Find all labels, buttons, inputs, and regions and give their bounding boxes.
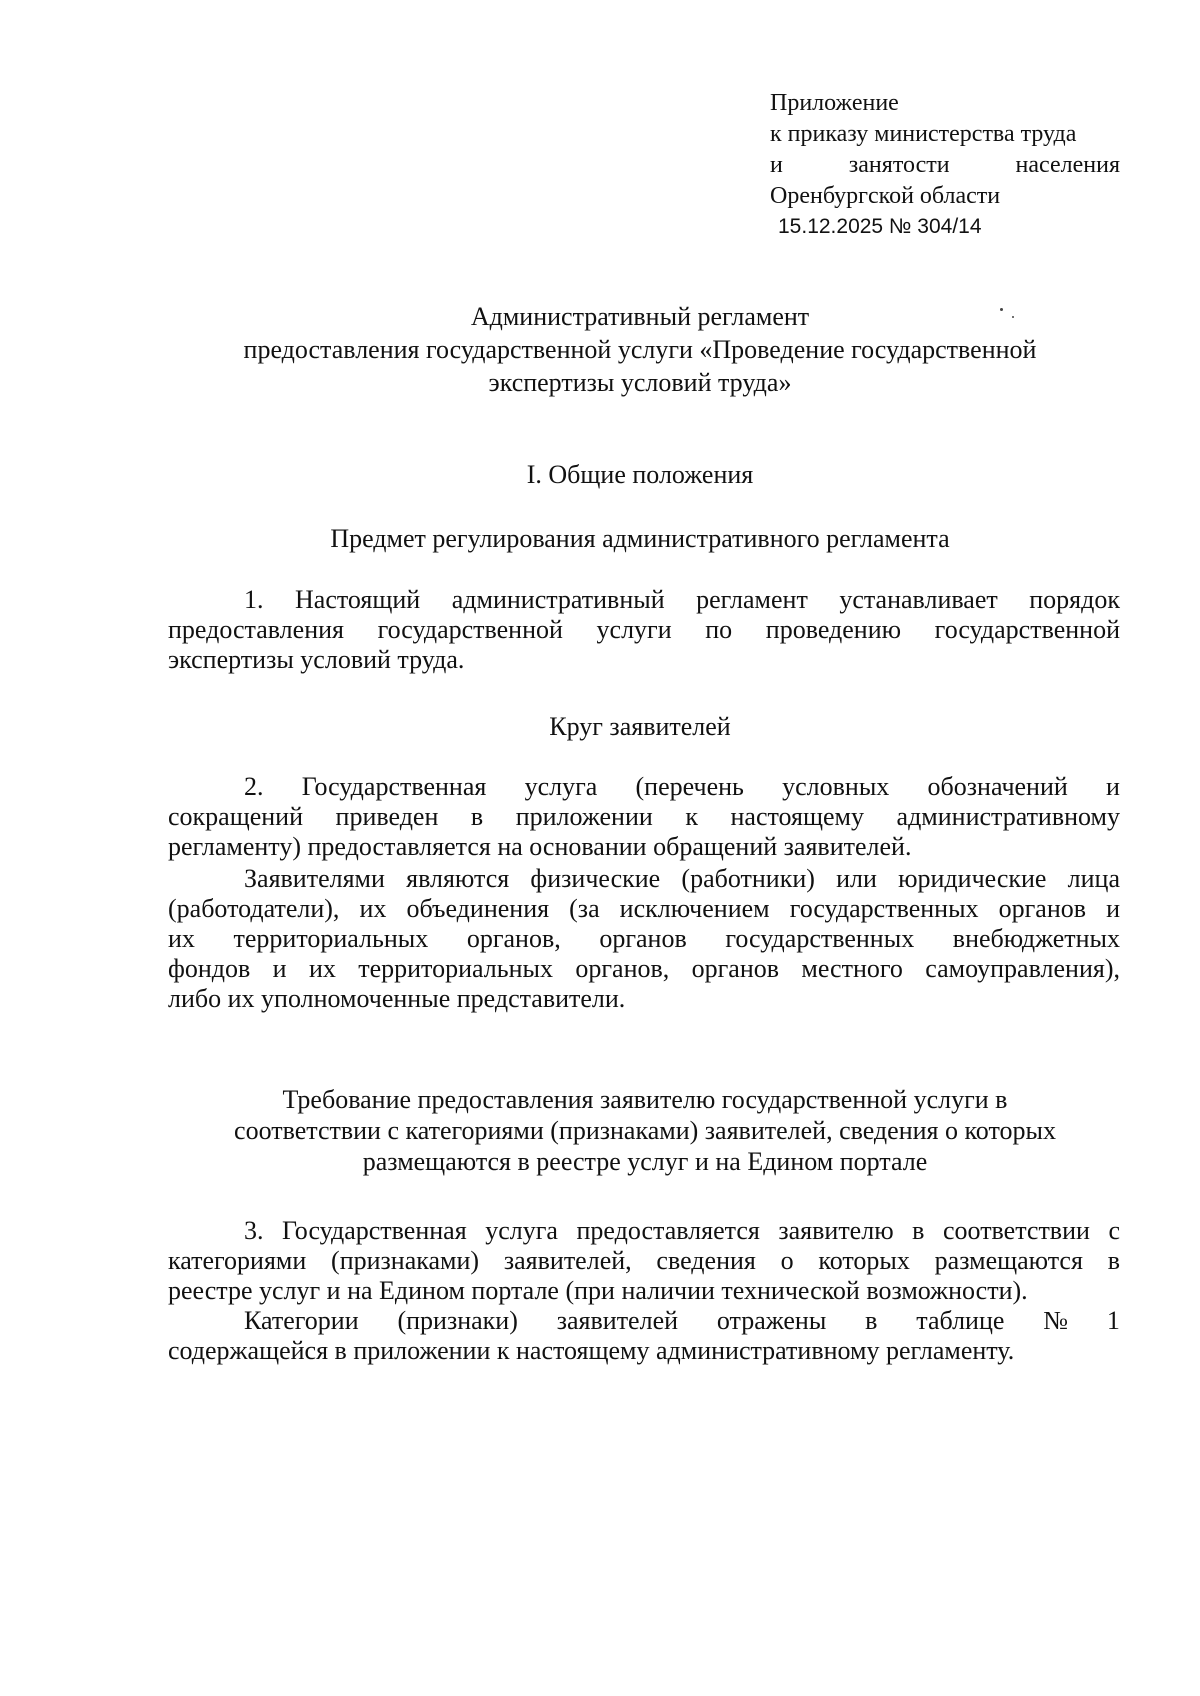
subsection-heading: Предмет регулирования административного регламента — [330, 524, 950, 553]
applicants-heading: Круг заявителей — [549, 712, 731, 741]
title-line: Административный регламент — [470, 302, 810, 331]
word: (перечень — [635, 772, 744, 801]
paragraph-line — [168, 1306, 1120, 1336]
paragraph-line: 3. Государственная услуга предоставляется заявителю в соответствии с — [244, 1216, 1120, 1245]
paragraph-line: фондов и их территориальных органов, органов местного самоуправления), — [168, 954, 1120, 983]
paragraph-2b — [168, 864, 1120, 1014]
word: услуга — [524, 772, 598, 801]
paragraph-line: реестре услуг и на Едином портале (при наличии технической возможности). — [168, 1276, 1028, 1305]
appendix-word: и — [770, 152, 783, 178]
paragraph-line: категориями (признаками) заявителей, сведения о которых размещаются в — [168, 1246, 1120, 1275]
paragraph-line — [168, 772, 1120, 802]
appendix-ministry-line — [770, 150, 1120, 181]
paragraph-line: (работодатели), их объединения (за исключением государственных органов и — [168, 894, 1120, 923]
paragraph-2 — [168, 772, 1120, 862]
paragraph-line: 1. Настоящий административный регламент устанавливает порядок — [244, 585, 1120, 614]
paragraph-line: экспертизы условий труда. — [168, 645, 465, 674]
heading-line: Требование предоставления заявителю государственной услуги в — [282, 1085, 1008, 1114]
requirement-heading — [160, 1084, 1130, 1177]
word: обозначений — [927, 772, 1068, 801]
appendix-word: населения — [1015, 152, 1120, 178]
paragraph-line: предоставления государственной услуги по проведению государственной — [168, 615, 1120, 644]
paragraph-line: сокращений приведен в приложении к настоящему административному — [168, 802, 1120, 831]
paragraph-line: регламенту) предоставляется на основании обращений заявителей. — [168, 832, 912, 861]
word: таблице — [916, 1306, 1005, 1335]
word: 2. — [244, 772, 264, 801]
word: 1 — [1106, 1306, 1120, 1335]
paragraph-1 — [168, 585, 1120, 675]
appendix-region-line: Оренбургской области — [770, 183, 1001, 209]
heading-line: размещаются в реестре услуг и на Едином портале — [362, 1147, 928, 1176]
title-line: экспертизы условий труда» — [488, 368, 792, 397]
paragraph-line: Заявителями являются физические (работники) или юридические лица — [244, 864, 1120, 893]
appendix-label: Приложение — [770, 90, 899, 116]
appendix-word: занятости — [848, 152, 950, 178]
appendix-date-number: 15.12.2025 № 304/14 — [778, 215, 982, 238]
title-line: предоставления государственной услуги «Проведение государственной — [243, 335, 1037, 364]
word: Категории — [244, 1306, 359, 1335]
paragraph-line: либо их уполномоченные представители. — [168, 984, 626, 1013]
appendix-header — [770, 88, 1120, 242]
paragraph-line: содержащейся в приложении к настоящему административному регламенту. — [168, 1336, 1015, 1365]
paragraph-3b — [168, 1306, 1120, 1366]
word: и — [1106, 772, 1120, 801]
word: заявителей — [556, 1306, 679, 1335]
word: условных — [782, 772, 890, 801]
word: (признаки) — [397, 1306, 518, 1335]
section-heading: I. Общие положения — [526, 460, 754, 489]
word: Государственная — [301, 772, 487, 801]
word: отражены — [716, 1306, 827, 1335]
paragraph-3 — [168, 1216, 1120, 1306]
paragraph-line: их территориальных органов, органов государственных внебюджетных — [168, 924, 1120, 953]
word: № — [1043, 1306, 1069, 1335]
word: в — [865, 1306, 878, 1335]
appendix-order-line: к приказу министерства труда — [770, 121, 1077, 147]
heading-line: соответствии с категориями (признаками) заявителей, сведения о которых — [234, 1116, 1056, 1145]
document-title — [160, 300, 1120, 399]
